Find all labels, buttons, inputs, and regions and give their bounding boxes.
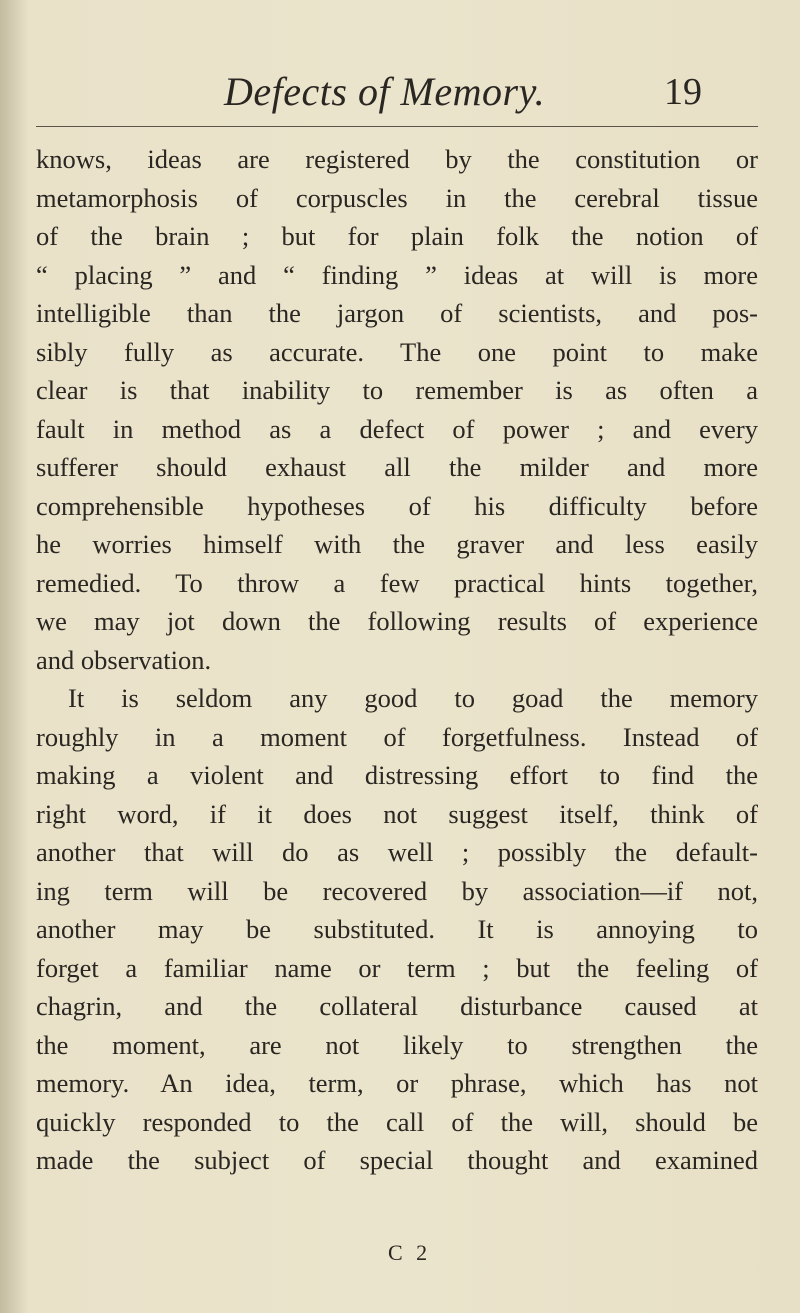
gutter-shadow (0, 0, 28, 1313)
text-line: he worries himself with the graver and less easily (36, 529, 758, 559)
paragraph-1 (36, 140, 758, 679)
text-line: memory. An idea, term, or phrase, which has not (36, 1068, 758, 1098)
paragraph-2 (36, 679, 758, 1180)
text-line: roughly in a moment of forgetfulness. Instead of (36, 721, 758, 752)
signature-mark: C 2 (388, 1240, 432, 1265)
text-line: fault in method as a defect of power ; and every (36, 413, 758, 444)
page-header (0, 68, 800, 118)
text-line: another that will do as well ; possibly the default- (36, 837, 758, 867)
text-line: right word, if it does not suggest itself, think of (36, 798, 758, 829)
text-line: the moment, are not likely to strengthen the (36, 1029, 758, 1060)
text-line: knows, ideas are registered by the constitution or (36, 144, 758, 174)
text-line: “ placing ” and “ finding ” ideas at will is more (36, 259, 758, 290)
text-line: remedied. To throw a few practical hints together, (36, 567, 758, 598)
header-rule (36, 126, 758, 127)
text-line: another may be substituted. It is annoying to (36, 914, 758, 944)
text-line: chagrin, and the collateral disturbance caused at (36, 991, 758, 1021)
text-line: we may jot down the following results of experience (36, 606, 758, 636)
text-line: and observation. (36, 644, 212, 675)
text-line: made the subject of special thought and examined (36, 1145, 758, 1175)
text-line: ing term will be recovered by association—if not, (36, 875, 758, 906)
running-title: Defects of Memory. (224, 69, 546, 114)
body-text (36, 140, 758, 1180)
page-number: 19 (664, 71, 702, 113)
text-line: intelligible than the jargon of scientists, and pos- (36, 298, 758, 328)
text-line: of the brain ; but for plain folk the notion of (36, 221, 758, 251)
text-line: sufferer should exhaust all the milder and more (36, 452, 758, 482)
text-line: clear is that inability to remember is as often a (36, 375, 758, 405)
text-line: comprehensible hypotheses of his difficulty before (36, 490, 758, 521)
text-line: quickly responded to the call of the will, should be (36, 1106, 758, 1137)
text-line: making a violent and distressing effort to find the (36, 760, 758, 790)
text-line: forget a familiar name or term ; but the feeling of (36, 952, 758, 983)
text-line: metamorphosis of corpuscles in the cerebral tissue (36, 182, 758, 213)
text-line: sibly fully as accurate. The one point to make (36, 336, 758, 367)
text-line: It is seldom any good to goad the memory (68, 683, 758, 713)
